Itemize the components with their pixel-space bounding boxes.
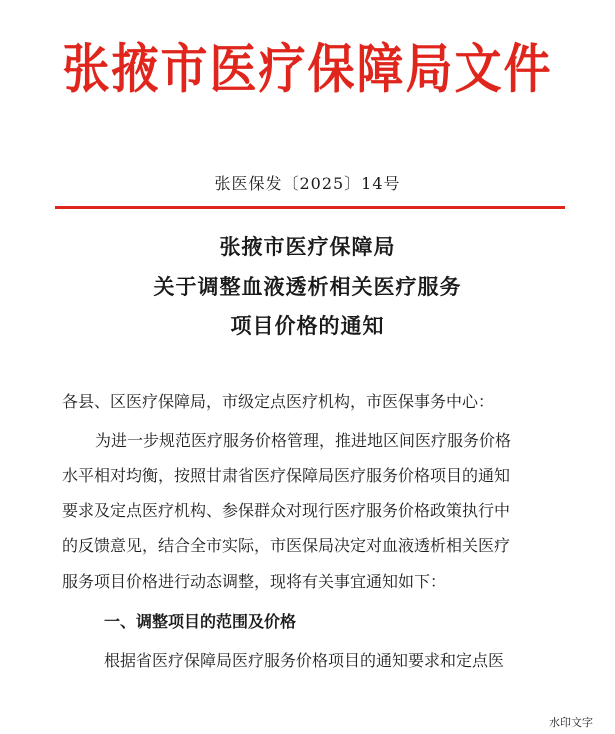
watermark-graphic [549,715,601,729]
section-text: 根据省医疗保障局医疗服务价格项目的通知要求和定点医 [104,651,505,670]
paragraph-line-5: 服务项目价格进行动态调整，现将有关事宜通知如下： [62,572,447,591]
title-line-1: 张掖市医疗保障局 [219,234,396,259]
masthead-title: 张掖市医疗保障局文件 [62,38,553,101]
paragraph-line-2: 水平相对均衡，按照甘肃省医疗保障局医疗服务价格项目的通知 [62,466,511,485]
watermark [549,715,601,732]
paragraph-line-3: 要求及定点医疗机构、参保群众对现行医疗服务价格政策执行中 [62,501,511,520]
title-line-2: 关于调整血液透析相关医疗服务 [153,274,462,299]
document-number: 张医保发〔2025〕14号 [214,174,401,193]
salutation: 各县、区医疗保障局，市级定点医疗机构，市医保事务中心： [62,392,495,411]
red-divider-line [55,206,565,209]
paragraph-line-4: 的反馈意见，结合全市实际，市医保局决定对血液透析相关医疗 [62,536,511,555]
watermark-glyphs: 水印文字 [549,716,593,729]
title-line-3: 项目价格的通知 [230,313,385,338]
paragraph-line-1: 为进一步规范医疗服务价格管理，推进地区间医疗服务价格 [95,431,512,450]
section-heading: 一、调整项目的范围及价格 [104,612,297,631]
